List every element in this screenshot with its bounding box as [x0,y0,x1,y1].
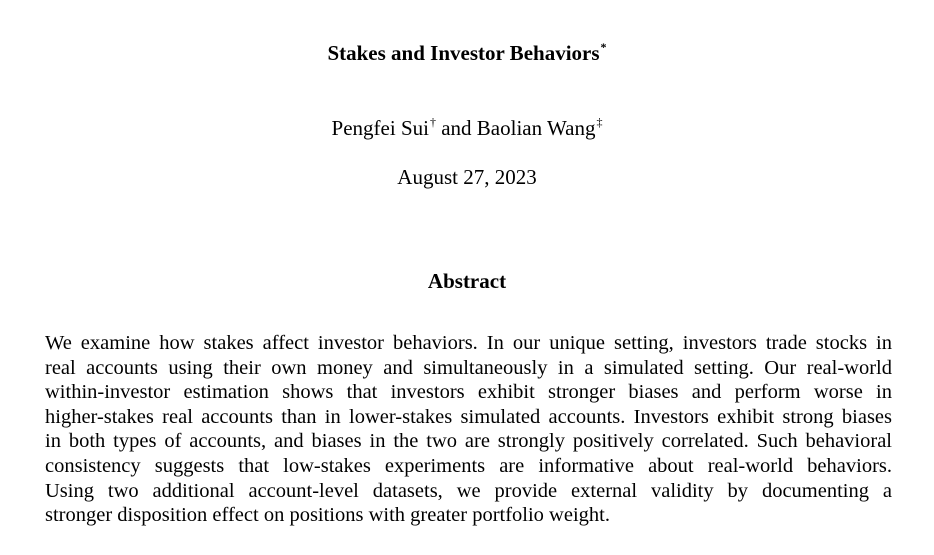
abstract-heading: Abstract [427,269,507,293]
paper-title [0,40,934,66]
author-footnote-mark: ‡ [596,115,603,129]
author-name: Baolian Wang [476,116,596,140]
abstract-line: in both types of accounts, and biases in the two are strongly positively correlated. Such behavioral [45,430,892,453]
abstract-line: within-investor estimation shows that investors exhibit stronger biases and perform worse in [45,381,892,404]
abstract-line: real accounts using their own money and simultaneously in a simulated setting. Our real-world [45,356,892,379]
abstract-line: Using two additional account-level datasets, we provide external validity by documenting a [45,479,892,502]
title-footnote-mark: * [600,40,607,54]
author-line [0,115,934,141]
abstract-line: stronger disposition effect on positions with greater portfolio weight. [45,504,610,527]
paper-date: August 27, 2023 [397,165,537,189]
author-name: Pengfei Sui [331,116,429,140]
abstract-line: higher-stakes real accounts than in lower-stakes simulated accounts. Investors exhibit strong biases [45,405,892,428]
author-footnote-mark: † [429,115,436,129]
abstract-line: consistency suggests that low-stakes experiments are informative about real-world behaviors. [45,454,892,477]
paper-title-text: Stakes and Investor Behaviors [327,41,600,65]
author-connector: and [441,116,472,140]
abstract-body [45,331,892,528]
abstract-line: We examine how stakes affect investor behaviors. In our unique setting, investors trade stocks in [45,332,892,354]
